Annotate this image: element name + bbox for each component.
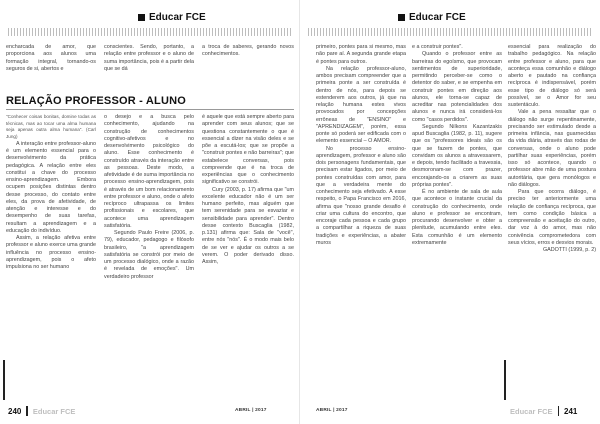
paragraph: Assim, a relação afetiva entre professor e aluno exerce uma grande influência no processo ensino-aprendizagem, pois o afeto impulsiona no ser humano	[6, 235, 96, 271]
paragraph: A interação entre professor-aluno é um elemento essencial para o desenvolvimento da prática pedagógica. A relação entre eles constitui a chave do processo ensino-aprendizagem. Embora ocupem posições distintas dentro desse processo, do contato entre eles, da prova de afetividade, de atenção e interesse e do desempenho de suas tarefas, resultam a aprendizagem e a educação do indivíduo.	[6, 140, 96, 234]
section-title: RELAÇÃO PROFESSOR - ALUNO	[6, 95, 186, 107]
header-square-icon	[398, 14, 405, 21]
right-header	[398, 10, 466, 24]
left-column-1	[6, 114, 96, 402]
page-number: 241	[564, 406, 578, 416]
paragraph: Cury (2003, p. 17) afirma que "um excelente educador não é um ser humano perfeito, mas alguém que tem serenidade para se esvaziar e sensibilidade para aprender". Dentro desse contexto Buscaglia (1982, p.131) afirma que: Sala de "você", entre nós "nós". É o modo mais belo de se ver e ajudar os outros a se verem. O poder derivado disso. Assim,	[202, 186, 294, 265]
paragraph: conscientes. Sendo, portanto, a relação entre professor e o aluno de suma importância, pois é a partir dela que se dá	[104, 44, 194, 72]
left-top-column-3	[202, 44, 294, 92]
left-footer	[8, 405, 75, 417]
footer-date: ABRIL | 2017	[235, 408, 267, 413]
paragraph: Segundo Nilkons Kazantzakis apud Buscaglia (1982, p. 11), sugere que os "professores ideais são os que se fazem de pontes, que convidam os alunos a atravessarem, e depois, tendo facilitado a travessia, desmoronam-se com prazer, encorajando-os a criarem as suas próprias pontes".	[412, 123, 502, 188]
paragraph: a troca de saberes, gerando novos conhecimentos.	[202, 44, 294, 58]
paragraph: e a construir pontes".	[412, 44, 463, 50]
footer-magazine-name: Educar FCE	[32, 406, 76, 416]
citation: GADOTTI (1999, p. 2)	[542, 247, 596, 253]
paragraph: Para que ocorra diálogo, é preciso ter anteriormente uma relação de confiança recíproca, que tem como condição básica a compreensão e aceitação do outro, dar voz à do amor, mas não conivência comprometedora com seus vícios, erros e desvios morais.	[508, 189, 596, 246]
paragraph: essencial para realização do trabalho pedagógico. Na relação entre professor e aluno, para que aconteça essa comunhão e diálogo aberto e pautado na confiança recíproca é indispensável, porém esse tipo de diálogo só será possível, se o Amor for seu sustentáculo.	[508, 44, 596, 108]
left-column-3	[202, 114, 294, 402]
paragraph: Na relação professor-aluno, ambos precisam compreender que a primeira ponte a ser construída é dentro de nós, para depois se estenderem aos outros, já que na relação humana estes vivos provocados por concepções errôneas de "ENSINO" e "APRENDIZAGEM", porém, essa ponte só poderá ser edificada com o elemento essencial – O AMOR.	[316, 65, 406, 145]
paragraph: Quando o professor entre as barreiras do egoísmo, que provocam sentimentos de superioridade, permitindo perceber-se como o detentor do saber, e se empenha em construir pontes em direção aos alunos, ele torna-se capaz de acreditar nas potencialidades dos alunos e nunca irá considerá-los como "casos perdidos".	[412, 51, 502, 123]
paragraph: o desejo e a busca pelo conhecimento, ajudando na construção de conhecimentos cognitivo-afetivos e no desenvolvimento psicológico do aluno. Esse conhecimento é construído através da interação entre as pessoas. Deste modo, a afetividade é de suma importância no processo ensino-aprendizagem, pois é através de um bom relacionamento entre professor e aluno, onde o afeto recíproco ultrapassa os limites profissionais e escolares, que acontece uma aprendizagem satisfatória.	[104, 114, 194, 229]
right-column-2	[412, 44, 502, 400]
footer-divider	[26, 406, 28, 416]
header-hatch-divider	[308, 28, 592, 36]
right-footer	[510, 405, 577, 417]
paragraph: encharcada de amor, que proporciona aos alunos uma formação integral, tornando-os seguros de si, abertos e	[6, 44, 96, 72]
page-number: 240	[8, 406, 22, 416]
header-square-icon	[138, 14, 145, 21]
title-underline	[6, 109, 294, 110]
left-header	[138, 10, 206, 24]
right-column-1	[316, 44, 406, 400]
paragraph: primeiro, pontes para si mesmo, mas não pare aí. A segunda grande etapa é pontes para outros.	[316, 44, 406, 65]
paragraph: No processo ensino-aprendizagem, professor e aluno são dois personagens fundamentais, que precisam estar ligados, por meio de pontes construídas com amor, para que a verdadeira mente do conhecimento seja efetivado. A esse respeito, o Papa Francisco em 2016, afirma que "nosso grande desafio é criar uma cultura do encontro, que encoraje cada pessoa e cada grupo a compartilhar a riqueza de suas tradições e experiências, a abater muros	[316, 145, 406, 246]
left-column-2	[104, 114, 194, 402]
magazine-title: Educar FCE	[149, 11, 206, 23]
column-accent-bar	[504, 360, 506, 400]
footer-magazine-name: Educar FCE	[510, 406, 553, 416]
footer-date: ABRIL | 2017	[316, 408, 348, 413]
header-hatch-divider	[8, 28, 291, 36]
left-top-column-1	[6, 44, 96, 92]
right-page	[300, 0, 600, 424]
paragraph: É no ambiente de sala de aula que acontece o instante crucial da construção do conhecimento, onde aluno e professor se encontram, procurando desenvolver e obter a plenitude, acumulando entre eles. Esta comunhão é um elemento extremamente	[412, 189, 502, 246]
paragraph: Segundo Paulo Freire (2006, p. 79), educador, pedagogo e filósofo brasileiro, "a aprendizagem satisfatória se constrói por meio de um processo dialógico, onde a razão é revelada de emoções". Um verdadeiro professor	[104, 230, 194, 280]
epigraph-quote: "Conhecer coisas bonitas, domine todas as técnicas, mas ao tocar uma alma humana seja apenas outra alma humana". (Carl Jung)	[6, 114, 96, 140]
paragraph: Vale a pena ressaltar que o diálogo não surge repentinamente, precisando ser estimulado desde a primeira infância, nas guarnecidas da vida diária, através das rodas de conversas, onde o aluno pode partilhar suas experiências, porém isso só acontece, quando o professor abre mão de uma postura autoritária, que gera monólogos e não diálogos.	[508, 109, 596, 188]
column-accent-bar	[3, 360, 5, 400]
right-column-3	[508, 44, 596, 400]
left-top-column-2	[104, 44, 194, 92]
magazine-title: Educar FCE	[409, 11, 466, 23]
footer-divider	[558, 406, 560, 416]
paragraph: é aquele que está sempre aberto para aprender com seus alunos; que se questiona constantemente o que é essencial a dizer na visão deles e se põe a escutá-los; que se propõe a "construir pontes e não barreiras"; que estabelece conversas, pois compreende que é na troca de experiências que o conhecimento significativo se constrói.	[202, 114, 294, 186]
